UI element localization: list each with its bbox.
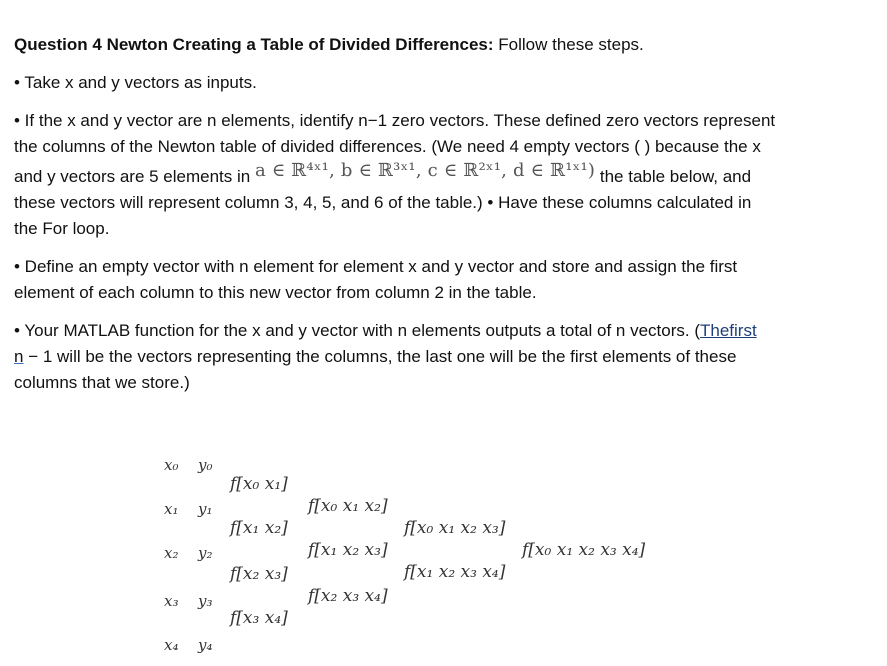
document-body xyxy=(14,32,874,396)
bullet-inputs: • Take x and y vectors as inputs. xyxy=(14,73,257,92)
table-y-value: y₃ xyxy=(198,592,213,610)
question-heading xyxy=(14,32,874,58)
table-y-value: y₄ xyxy=(198,636,213,654)
bullet-zero-vectors xyxy=(14,108,874,242)
table-y-value: y₀ xyxy=(198,456,213,474)
table-x-value: x₄ xyxy=(164,636,179,654)
third-order-difference: f[x₁ x₂ x₃ x₄] xyxy=(404,562,506,582)
table-x-value: x₀ xyxy=(164,456,179,474)
bullet-text: the table below, and xyxy=(595,167,752,186)
grammar-flag-thefirst[interactable]: Thefirst xyxy=(700,321,757,340)
second-order-difference: f[x₁ x₂ x₃] xyxy=(308,540,388,560)
second-order-difference: f[x₀ x₁ x₂] xyxy=(308,496,388,516)
bullet-line: • Define an empty vector with n element for element x and y vector and store and assign the first xyxy=(14,257,738,276)
table-y-value: y₁ xyxy=(198,500,213,518)
question-intro: Follow these steps. xyxy=(493,35,644,54)
first-order-difference: f[x₀ x₁] xyxy=(230,474,288,494)
bullet-line: • If the x and y vector are n elements, identify n−1 zero vectors. These defined zero vectors represent xyxy=(14,111,776,130)
third-order-difference: f[x₀ x₁ x₂ x₃] xyxy=(404,518,506,538)
bullet-empty-vector xyxy=(14,254,874,306)
table-x-value: x₃ xyxy=(164,592,179,610)
bullet-text: • Your MATLAB function for the x and y vector with n elements outputs a total of n vectors. ( xyxy=(14,321,700,340)
vector-dimension-formula: a ∈ ℝ⁴ˣ¹, b ∈ ℝ³ˣ¹, c ∈ ℝ²ˣ¹, d ∈ ℝ¹ˣ¹) xyxy=(254,160,596,181)
question-title: Question 4 Newton Creating a Table of Divided Differences: xyxy=(14,35,494,54)
second-order-difference: f[x₂ x₃ x₄] xyxy=(308,586,388,606)
bullet-text: − 1 will be the vectors representing the columns, the last one will be the first elements of these xyxy=(23,347,737,366)
first-order-difference: f[x₃ x₄] xyxy=(230,608,288,628)
bullet-line: the For loop. xyxy=(14,219,110,238)
bullet-line: columns that we store.) xyxy=(14,373,190,392)
bullet-matlab-output xyxy=(14,318,874,396)
table-x-value: x₁ xyxy=(164,500,179,518)
first-order-difference: f[x₂ x₃] xyxy=(230,564,288,584)
table-y-value: y₂ xyxy=(198,544,213,562)
bullet-line: element of each column to this new vector from column 2 in the table. xyxy=(14,283,537,302)
bullet-line: these vectors will represent column 3, 4, 5, and 6 of the table.) • Have these columns calculated in xyxy=(14,193,752,212)
bullet-line-with-math xyxy=(14,160,874,190)
table-x-value: x₂ xyxy=(164,544,179,562)
bullet-line: the columns of the Newton table of divided differences. (We need 4 empty vectors ( ) because the x xyxy=(14,137,761,156)
bullet-line xyxy=(14,344,874,370)
grammar-flag-n[interactable]: n xyxy=(14,347,24,366)
first-order-difference: f[x₁ x₂] xyxy=(230,518,288,538)
bullet-text: and y vectors are 5 elements in xyxy=(14,167,255,186)
bullet-line xyxy=(14,318,874,344)
fourth-order-difference: f[x₀ x₁ x₂ x₃ x₄] xyxy=(522,540,646,560)
